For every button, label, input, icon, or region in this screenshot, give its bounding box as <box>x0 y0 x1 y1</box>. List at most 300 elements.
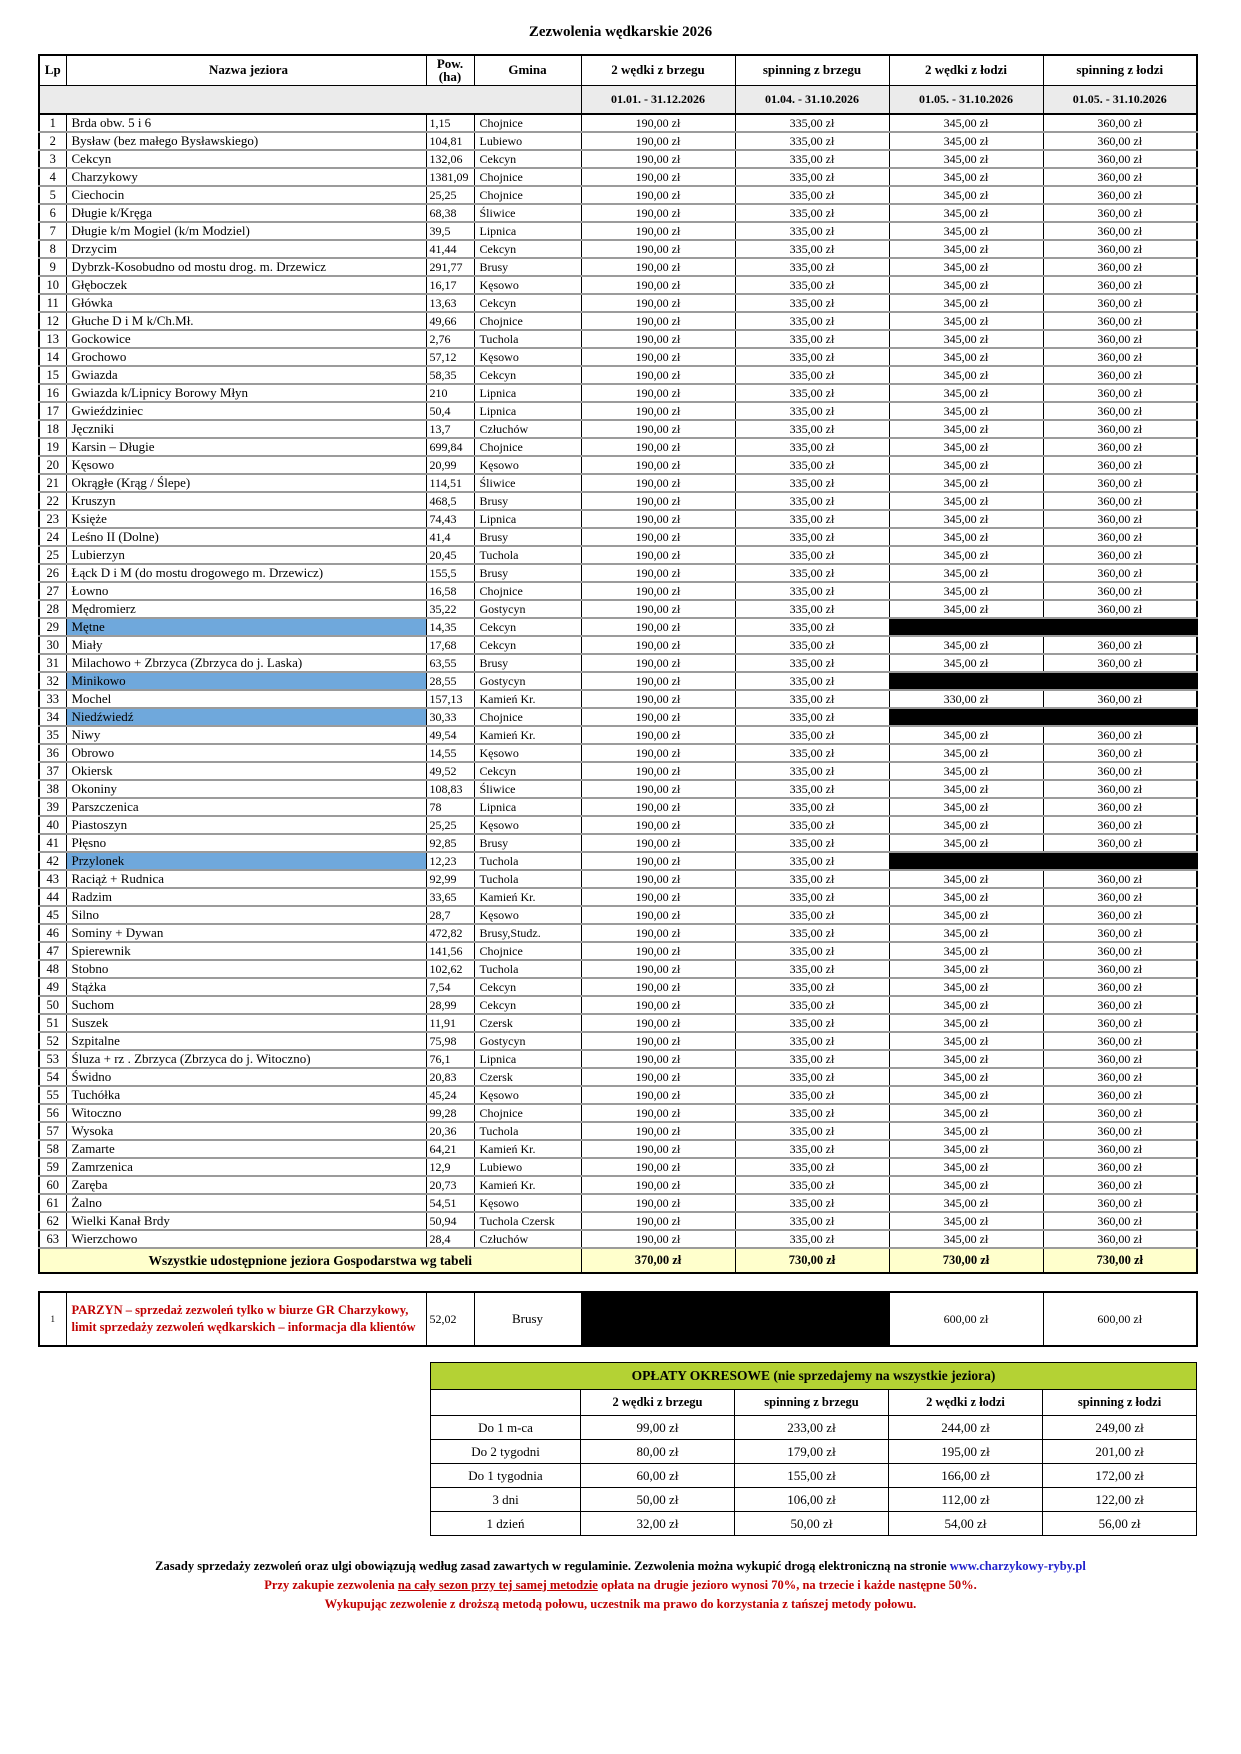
lake-price-3: 345,00 zł <box>889 402 1043 420</box>
lake-price-1: 190,00 zł <box>581 492 735 510</box>
periodic-price-4: 201,00 zł <box>1043 1440 1197 1464</box>
lake-name: Radzim <box>66 888 426 906</box>
lake-price-2: 335,00 zł <box>735 276 889 294</box>
periodic-title-row <box>431 1363 1197 1390</box>
lake-price-3: 345,00 zł <box>889 276 1043 294</box>
lake-name: Gockowice <box>66 330 426 348</box>
lake-gmina: Cekcyn <box>474 636 581 654</box>
periodic-col-header-4: spinning z łodzi <box>1043 1390 1197 1416</box>
lake-price-4: 360,00 zł <box>1043 1068 1197 1086</box>
lake-blackout-cell <box>889 672 1197 690</box>
lake-gmina: Lipnica <box>474 1050 581 1068</box>
periodic-price-1: 60,00 zł <box>581 1464 735 1488</box>
lake-price-2: 335,00 zł <box>735 618 889 636</box>
lake-price-4: 360,00 zł <box>1043 600 1197 618</box>
lake-price-4: 360,00 zł <box>1043 1122 1197 1140</box>
lake-price-4: 360,00 zł <box>1043 1032 1197 1050</box>
lake-price-1: 190,00 zł <box>581 546 735 564</box>
lake-area: 14,35 <box>426 618 474 636</box>
lake-price-3: 330,00 zł <box>889 690 1043 708</box>
period-row <box>39 85 1197 114</box>
periodic-rows <box>431 1416 1197 1536</box>
lake-price-4: 360,00 zł <box>1043 1140 1197 1158</box>
footer-website-link[interactable]: www.charzykowy-ryby.pl <box>949 1559 1086 1573</box>
lake-price-1: 190,00 zł <box>581 528 735 546</box>
lake-price-1: 190,00 zł <box>581 1032 735 1050</box>
lake-lp: 51 <box>39 1014 66 1032</box>
lake-gmina: Lipnica <box>474 798 581 816</box>
lake-price-1: 190,00 zł <box>581 384 735 402</box>
lake-name: Gwiazda <box>66 366 426 384</box>
lake-price-4: 360,00 zł <box>1043 1104 1197 1122</box>
lake-area: 28,55 <box>426 672 474 690</box>
lake-price-1: 190,00 zł <box>581 1050 735 1068</box>
lake-price-1: 190,00 zł <box>581 204 735 222</box>
lake-gmina: Lipnica <box>474 510 581 528</box>
lake-name: Brda obw. 5 i 6 <box>66 114 426 132</box>
lake-price-1: 190,00 zł <box>581 114 735 132</box>
parzyn-note: PARZYN – sprzedaż zezwoleń tylko w biurze GR Charzykowy, limit sprzedaży zezwoleń wędkarskich – informacja dla klientów <box>66 1292 426 1346</box>
lake-lp: 13 <box>39 330 66 348</box>
lake-price-2: 335,00 zł <box>735 564 889 582</box>
col-header-lp: Lp <box>39 55 66 85</box>
lake-row <box>39 618 1197 636</box>
lake-price-4: 360,00 zł <box>1043 186 1197 204</box>
lake-price-2: 335,00 zł <box>735 150 889 168</box>
lake-price-1: 190,00 zł <box>581 366 735 384</box>
lake-price-2: 335,00 zł <box>735 510 889 528</box>
lake-row <box>39 600 1197 618</box>
lake-name: Wysoka <box>66 1122 426 1140</box>
col-header-price-3: 2 wędki z łodzi <box>889 55 1043 85</box>
lake-area: 13,63 <box>426 294 474 312</box>
lake-price-3: 345,00 zł <box>889 780 1043 798</box>
lake-price-1: 190,00 zł <box>581 582 735 600</box>
lake-gmina: Chojnice <box>474 942 581 960</box>
lake-price-2: 335,00 zł <box>735 654 889 672</box>
periodic-price-1: 80,00 zł <box>581 1440 735 1464</box>
lake-name: Karsin – Długie <box>66 438 426 456</box>
lake-price-3: 345,00 zł <box>889 600 1043 618</box>
lake-row <box>39 348 1197 366</box>
lake-row <box>39 690 1197 708</box>
lake-row <box>39 636 1197 654</box>
lake-price-2: 335,00 zł <box>735 816 889 834</box>
lake-area: 41,44 <box>426 240 474 258</box>
lake-area: 49,54 <box>426 726 474 744</box>
lake-price-4: 360,00 zł <box>1043 474 1197 492</box>
lake-lp: 26 <box>39 564 66 582</box>
lake-area: 49,52 <box>426 762 474 780</box>
lake-name: Główka <box>66 294 426 312</box>
lake-price-1: 190,00 zł <box>581 924 735 942</box>
periodic-fees-title: OPŁATY OKRESOWE (nie sprzedajemy na wszystkie jeziora) <box>431 1363 1197 1390</box>
lake-price-4: 360,00 zł <box>1043 510 1197 528</box>
column-header-row <box>39 55 1197 85</box>
lake-price-2: 335,00 zł <box>735 1068 889 1086</box>
lake-row <box>39 438 1197 456</box>
periodic-row <box>431 1440 1197 1464</box>
lake-price-1: 190,00 zł <box>581 636 735 654</box>
lake-gmina: Człuchów <box>474 420 581 438</box>
lake-price-4: 360,00 zł <box>1043 330 1197 348</box>
lake-price-1: 190,00 zł <box>581 888 735 906</box>
lake-gmina: Kamień Kr. <box>474 1176 581 1194</box>
lake-area: 92,99 <box>426 870 474 888</box>
lake-price-2: 335,00 zł <box>735 186 889 204</box>
lake-lp: 57 <box>39 1122 66 1140</box>
lake-price-3: 345,00 zł <box>889 1176 1043 1194</box>
lake-price-4: 360,00 zł <box>1043 564 1197 582</box>
lake-price-1: 190,00 zł <box>581 672 735 690</box>
lake-gmina: Tuchola <box>474 546 581 564</box>
lake-row <box>39 1050 1197 1068</box>
lake-lp: 61 <box>39 1194 66 1212</box>
periodic-header-row <box>431 1390 1197 1416</box>
lake-name: Szpitalne <box>66 1032 426 1050</box>
lake-area: 472,82 <box>426 924 474 942</box>
lake-price-3: 345,00 zł <box>889 1158 1043 1176</box>
lake-name: Lubierzyn <box>66 546 426 564</box>
lake-price-3: 345,00 zł <box>889 150 1043 168</box>
lake-price-3: 345,00 zł <box>889 384 1043 402</box>
lake-price-1: 190,00 zł <box>581 1014 735 1032</box>
lake-price-4: 360,00 zł <box>1043 168 1197 186</box>
lake-price-1: 190,00 zł <box>581 1140 735 1158</box>
lake-name: Miały <box>66 636 426 654</box>
lake-gmina: Brusy,Studz. <box>474 924 581 942</box>
lake-price-3: 345,00 zł <box>889 942 1043 960</box>
lake-price-2: 335,00 zł <box>735 384 889 402</box>
lake-gmina: Lipnica <box>474 222 581 240</box>
periodic-col-header-2: spinning z brzegu <box>735 1390 889 1416</box>
lake-price-3: 345,00 zł <box>889 186 1043 204</box>
lake-row <box>39 240 1197 258</box>
lake-area: 7,54 <box>426 978 474 996</box>
lake-area: 68,38 <box>426 204 474 222</box>
lake-gmina: Brusy <box>474 564 581 582</box>
periodic-row-label: Do 1 tygodnia <box>431 1464 581 1488</box>
lake-price-4: 360,00 zł <box>1043 870 1197 888</box>
lake-row <box>39 924 1197 942</box>
periodic-row <box>431 1416 1197 1440</box>
lake-price-2: 335,00 zł <box>735 456 889 474</box>
lake-lp: 55 <box>39 1086 66 1104</box>
lake-row <box>39 906 1197 924</box>
lake-name: Minikowo <box>66 672 426 690</box>
lake-price-2: 335,00 zł <box>735 834 889 852</box>
lake-price-3: 345,00 zł <box>889 636 1043 654</box>
lake-price-4: 360,00 zł <box>1043 924 1197 942</box>
lake-row <box>39 780 1197 798</box>
lake-lp: 21 <box>39 474 66 492</box>
period-row-blank <box>39 85 581 114</box>
periodic-row-label: 3 dni <box>431 1488 581 1512</box>
col-header-area: Pow. (ha) <box>426 55 474 85</box>
lake-price-3: 345,00 zł <box>889 330 1043 348</box>
lake-price-3: 345,00 zł <box>889 870 1043 888</box>
periodic-price-1: 32,00 zł <box>581 1512 735 1536</box>
periodic-price-3: 195,00 zł <box>889 1440 1043 1464</box>
lake-name: Stążka <box>66 978 426 996</box>
lake-row <box>39 708 1197 726</box>
lake-lp: 50 <box>39 996 66 1014</box>
col-header-gmina: Gmina <box>474 55 581 85</box>
lake-price-3: 345,00 zł <box>889 222 1043 240</box>
lake-row <box>39 1068 1197 1086</box>
lake-name: Stobno <box>66 960 426 978</box>
lake-price-3: 345,00 zł <box>889 744 1043 762</box>
lake-gmina: Czersk <box>474 1014 581 1032</box>
lake-price-2: 335,00 zł <box>735 672 889 690</box>
lake-price-2: 335,00 zł <box>735 978 889 996</box>
lake-price-1: 190,00 zł <box>581 258 735 276</box>
periodic-header-blank <box>431 1390 581 1416</box>
lake-name: Łąck D i M (do mostu drogowego m. Drzewicz) <box>66 564 426 582</box>
lake-price-1: 190,00 zł <box>581 1068 735 1086</box>
lake-gmina: Brusy <box>474 258 581 276</box>
col-header-price-4: spinning z łodzi <box>1043 55 1197 85</box>
lake-price-2: 335,00 zł <box>735 1086 889 1104</box>
lake-lp: 6 <box>39 204 66 222</box>
lake-price-4: 360,00 zł <box>1043 420 1197 438</box>
lake-lp: 49 <box>39 978 66 996</box>
lake-price-4: 360,00 zł <box>1043 816 1197 834</box>
lake-price-1: 190,00 zł <box>581 600 735 618</box>
lake-row <box>39 1014 1197 1032</box>
periodic-price-4: 122,00 zł <box>1043 1488 1197 1512</box>
lake-name: Bysław (bez małego Bysławskiego) <box>66 132 426 150</box>
lake-row <box>39 420 1197 438</box>
lake-price-3: 345,00 zł <box>889 1212 1043 1230</box>
lake-price-1: 190,00 zł <box>581 474 735 492</box>
lake-lp: 44 <box>39 888 66 906</box>
lake-area: 20,99 <box>426 456 474 474</box>
lake-row <box>39 1104 1197 1122</box>
lake-area: 41,4 <box>426 528 474 546</box>
lake-price-4: 360,00 zł <box>1043 204 1197 222</box>
lake-area: 54,51 <box>426 1194 474 1212</box>
lake-price-3: 345,00 zł <box>889 438 1043 456</box>
lake-price-1: 190,00 zł <box>581 834 735 852</box>
lake-lp: 19 <box>39 438 66 456</box>
lake-area: 28,4 <box>426 1230 474 1248</box>
lake-row <box>39 366 1197 384</box>
lake-name: Długie k/m Mogiel (k/m Modziel) <box>66 222 426 240</box>
lake-name: Wielki Kanał Brdy <box>66 1212 426 1230</box>
lake-price-1: 190,00 zł <box>581 780 735 798</box>
lake-price-1: 190,00 zł <box>581 348 735 366</box>
col-header-lake-name: Nazwa jeziora <box>66 55 426 85</box>
lake-price-2: 335,00 zł <box>735 996 889 1014</box>
lake-row <box>39 996 1197 1014</box>
lake-row <box>39 258 1197 276</box>
summary-price-2: 730,00 zł <box>735 1248 889 1273</box>
lake-price-1: 190,00 zł <box>581 762 735 780</box>
lake-price-2: 335,00 zł <box>735 600 889 618</box>
lake-area: 75,98 <box>426 1032 474 1050</box>
lake-area: 102,62 <box>426 960 474 978</box>
lake-price-3: 345,00 zł <box>889 582 1043 600</box>
lake-name: Płęsno <box>66 834 426 852</box>
lake-lp: 37 <box>39 762 66 780</box>
lake-name: Zaręba <box>66 1176 426 1194</box>
periodic-price-3: 112,00 zł <box>889 1488 1043 1512</box>
lake-price-4: 360,00 zł <box>1043 438 1197 456</box>
lake-price-1: 190,00 zł <box>581 798 735 816</box>
periodic-row <box>431 1488 1197 1512</box>
lake-price-4: 360,00 zł <box>1043 492 1197 510</box>
lake-price-1: 190,00 zł <box>581 276 735 294</box>
lake-area: 20,45 <box>426 546 474 564</box>
lake-area: 49,66 <box>426 312 474 330</box>
lake-area: 78 <box>426 798 474 816</box>
lake-price-1: 190,00 zł <box>581 132 735 150</box>
lake-price-1: 190,00 zł <box>581 438 735 456</box>
lake-price-2: 335,00 zł <box>735 1014 889 1032</box>
lake-name: Dybrzk-Kosobudno od mostu drog. m. Drzewicz <box>66 258 426 276</box>
lake-price-1: 190,00 zł <box>581 1104 735 1122</box>
lake-price-1: 190,00 zł <box>581 1176 735 1194</box>
lake-area: 57,12 <box>426 348 474 366</box>
lake-price-2: 335,00 zł <box>735 924 889 942</box>
lake-price-4: 360,00 zł <box>1043 744 1197 762</box>
lake-price-4: 360,00 zł <box>1043 636 1197 654</box>
lake-lp: 42 <box>39 852 66 870</box>
lake-area: 30,33 <box>426 708 474 726</box>
lake-gmina: Śliwice <box>474 474 581 492</box>
lake-area: 1381,09 <box>426 168 474 186</box>
footer-line-discount: Przy zakupie zezwolenia na cały sezon przy tej samej metodzie opłata na drugie jezioro wynosi 70%, na trzecie i każde następne 50%. <box>264 1578 977 1592</box>
page-title: Zezwolenia wędkarskie 2026 <box>528 24 713 40</box>
lake-area: 16,17 <box>426 276 474 294</box>
lake-gmina: Brusy <box>474 654 581 672</box>
lake-gmina: Kamień Kr. <box>474 888 581 906</box>
lake-gmina: Chojnice <box>474 114 581 132</box>
lake-area: 155,5 <box>426 564 474 582</box>
lake-price-3: 345,00 zł <box>889 474 1043 492</box>
lake-area: 28,99 <box>426 996 474 1014</box>
lake-gmina: Chojnice <box>474 312 581 330</box>
lake-price-2: 335,00 zł <box>735 744 889 762</box>
lake-price-2: 335,00 zł <box>735 1158 889 1176</box>
lake-price-3: 345,00 zł <box>889 348 1043 366</box>
lake-price-4: 360,00 zł <box>1043 996 1197 1014</box>
lake-price-3: 345,00 zł <box>889 132 1043 150</box>
parzyn-row <box>39 1292 1197 1346</box>
parzyn-area: 52,02 <box>426 1292 474 1346</box>
lake-lp: 27 <box>39 582 66 600</box>
lake-price-2: 335,00 zł <box>735 366 889 384</box>
lake-price-3: 345,00 zł <box>889 888 1043 906</box>
lake-price-1: 190,00 zł <box>581 402 735 420</box>
lake-price-3: 345,00 zł <box>889 906 1043 924</box>
parzyn-boat-rods-price: 600,00 zł <box>889 1292 1043 1346</box>
lake-gmina: Chojnice <box>474 1104 581 1122</box>
lake-row <box>39 402 1197 420</box>
lake-price-3: 345,00 zł <box>889 564 1043 582</box>
lake-price-1: 190,00 zł <box>581 168 735 186</box>
lake-area: 132,06 <box>426 150 474 168</box>
col-header-price-1: 2 wędki z brzegu <box>581 55 735 85</box>
lake-price-3: 345,00 zł <box>889 978 1043 996</box>
lake-row <box>39 1176 1197 1194</box>
lake-price-2: 335,00 zł <box>735 780 889 798</box>
lake-gmina: Brusy <box>474 492 581 510</box>
lake-blackout-cell <box>889 618 1197 636</box>
lake-name: Okoniny <box>66 780 426 798</box>
summary-price-4: 730,00 zł <box>1043 1248 1197 1273</box>
lake-price-4: 360,00 zł <box>1043 762 1197 780</box>
lake-price-4: 360,00 zł <box>1043 276 1197 294</box>
lake-price-4: 360,00 zł <box>1043 402 1197 420</box>
lake-price-1: 190,00 zł <box>581 942 735 960</box>
lake-row <box>39 492 1197 510</box>
lake-name: Jęczniki <box>66 420 426 438</box>
lake-lp: 38 <box>39 780 66 798</box>
lake-name: Zamarte <box>66 1140 426 1158</box>
lake-price-4: 360,00 zł <box>1043 132 1197 150</box>
lake-blackout-cell <box>889 708 1197 726</box>
lake-price-2: 335,00 zł <box>735 960 889 978</box>
lake-area: 12,9 <box>426 1158 474 1176</box>
lake-price-2: 335,00 zł <box>735 1104 889 1122</box>
parzyn-blackout-cell <box>581 1292 889 1346</box>
lake-name: Gwieździniec <box>66 402 426 420</box>
lake-price-1: 190,00 zł <box>581 1194 735 1212</box>
lake-area: 13,7 <box>426 420 474 438</box>
lake-name: Suchom <box>66 996 426 1014</box>
lake-price-2: 335,00 zł <box>735 330 889 348</box>
lake-lp: 43 <box>39 870 66 888</box>
lake-area: 76,1 <box>426 1050 474 1068</box>
lake-name: Mochel <box>66 690 426 708</box>
lake-area: 45,24 <box>426 1086 474 1104</box>
lake-price-2: 335,00 zł <box>735 906 889 924</box>
periodic-price-3: 166,00 zł <box>889 1464 1043 1488</box>
lake-price-2: 335,00 zł <box>735 852 889 870</box>
lake-gmina: Chojnice <box>474 438 581 456</box>
lake-area: 14,55 <box>426 744 474 762</box>
lake-price-1: 190,00 zł <box>581 978 735 996</box>
lake-row <box>39 150 1197 168</box>
lake-name: Sominy + Dywan <box>66 924 426 942</box>
lake-name: Księże <box>66 510 426 528</box>
lake-lp: 29 <box>39 618 66 636</box>
lake-lp: 47 <box>39 942 66 960</box>
lake-price-4: 360,00 zł <box>1043 240 1197 258</box>
lake-row <box>39 222 1197 240</box>
lake-gmina: Lipnica <box>474 384 581 402</box>
lake-gmina: Kęsowo <box>474 1194 581 1212</box>
period-cell-4: 01.05. - 31.10.2026 <box>1043 85 1197 114</box>
lake-price-2: 335,00 zł <box>735 1122 889 1140</box>
lake-area: 50,94 <box>426 1212 474 1230</box>
lake-price-4: 360,00 zł <box>1043 906 1197 924</box>
lake-name: Ciechocin <box>66 186 426 204</box>
lake-name: Okrągłe (Krąg / Ślepe) <box>66 474 426 492</box>
lake-price-4: 360,00 zł <box>1043 456 1197 474</box>
lake-gmina: Kamień Kr. <box>474 726 581 744</box>
lake-price-1: 190,00 zł <box>581 150 735 168</box>
lake-area: 468,5 <box>426 492 474 510</box>
periodic-price-3: 54,00 zł <box>889 1512 1043 1536</box>
lake-row <box>39 834 1197 852</box>
lake-gmina: Kęsowo <box>474 1086 581 1104</box>
lake-row <box>39 654 1197 672</box>
lake-row <box>39 384 1197 402</box>
lake-row <box>39 762 1197 780</box>
